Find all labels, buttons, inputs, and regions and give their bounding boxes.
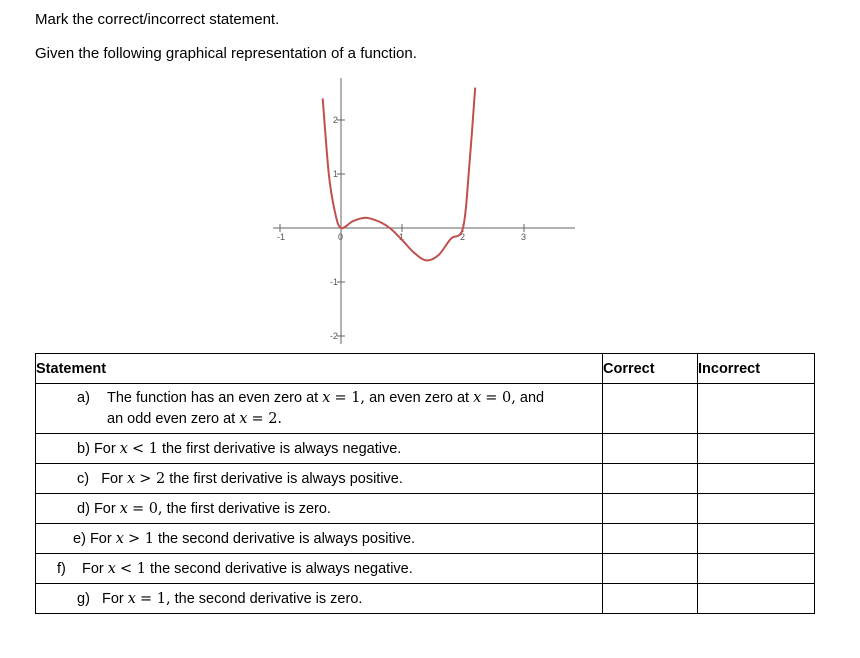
math-expr: = 0, [131, 500, 163, 517]
correct-cell-d[interactable] [603, 494, 698, 524]
statement-label: e) [73, 530, 86, 547]
math-expr: > 2 [139, 470, 166, 487]
statement-text: the second derivative is always negative. [150, 560, 413, 577]
table-row-f [36, 554, 815, 584]
math-var: x [239, 410, 248, 427]
statement-d [36, 494, 603, 524]
x-tick-label: 2 [460, 232, 466, 242]
statement-text: an even zero at [369, 389, 470, 406]
y-tick-label: 2 [333, 115, 339, 125]
correct-cell-g[interactable] [603, 584, 698, 614]
instruction-text: Mark the correct/incorrect statement. [35, 11, 280, 28]
statement-e [36, 524, 603, 554]
graph-svg [273, 72, 578, 350]
table-row-g [36, 584, 815, 614]
statement-table [35, 353, 815, 614]
math-expr: = 0, [485, 389, 516, 406]
statement-label: a) [77, 389, 90, 406]
math-var: x [126, 470, 136, 487]
math-var: x [115, 530, 124, 547]
table-row-b [36, 434, 815, 464]
x-tick-label: -1 [277, 232, 286, 242]
statement-text: the second derivative is zero. [174, 590, 363, 607]
prompt-text: Given the following graphical representation of a function. [35, 45, 417, 62]
statement-text: For [93, 440, 116, 457]
statement-c [36, 464, 603, 494]
statement-text: the first derivative is always positive. [169, 470, 403, 487]
table-row-a [36, 384, 815, 434]
statement-text: For [101, 470, 123, 487]
function-graph [273, 72, 578, 350]
math-var: x [119, 500, 128, 517]
math-var: x [322, 389, 331, 406]
statement-label: b) [77, 440, 90, 457]
table-header-row [36, 354, 815, 384]
correct-cell-f[interactable] [603, 554, 698, 584]
x-tick-label: 3 [521, 232, 527, 242]
math-var: x [119, 440, 128, 457]
statement-f [36, 554, 603, 584]
incorrect-cell-a[interactable] [698, 384, 815, 434]
correct-cell-c[interactable] [603, 464, 698, 494]
statement-g [36, 584, 603, 614]
statement-text: For [93, 500, 116, 517]
table-row-d [36, 494, 815, 524]
y-tick-label: 1 [333, 169, 339, 179]
statement-text: and [519, 389, 545, 406]
statement-text: the first derivative is always negative. [161, 440, 402, 457]
math-expr: = 1, [140, 590, 171, 607]
statement-text: For [81, 560, 104, 577]
correct-cell-b[interactable] [603, 434, 698, 464]
math-expr: < 1 [131, 440, 158, 457]
statement-label: f) [57, 560, 66, 577]
statement-text: The function has an even zero at [107, 389, 319, 406]
math-expr: = 1, [334, 389, 366, 406]
header-statement: Statement [36, 354, 603, 384]
statement-text: For [102, 590, 124, 607]
incorrect-cell-g[interactable] [698, 584, 815, 614]
incorrect-cell-b[interactable] [698, 434, 815, 464]
header-correct: Correct [603, 354, 698, 384]
statement-b [36, 434, 603, 464]
table-row-c [36, 464, 815, 494]
y-tick-label: -1 [330, 277, 339, 287]
table-row-e [36, 524, 815, 554]
y-tick-label: -2 [330, 331, 339, 341]
incorrect-cell-e[interactable] [698, 524, 815, 554]
statement-label: c) [77, 470, 90, 487]
math-expr: < 1 [119, 560, 146, 577]
correct-cell-a[interactable] [603, 384, 698, 434]
incorrect-cell-f[interactable] [698, 554, 815, 584]
statement-label: g) [77, 590, 90, 607]
math-var: x [127, 590, 136, 607]
math-var: x [107, 560, 116, 577]
incorrect-cell-c[interactable] [698, 464, 815, 494]
statement-a [36, 384, 603, 434]
math-var: x [473, 389, 482, 406]
incorrect-cell-d[interactable] [698, 494, 815, 524]
x-tick-label: 0 [338, 232, 344, 242]
statement-text: an odd even zero at [107, 410, 236, 427]
math-expr: > 1 [127, 530, 154, 547]
statement-text: For [89, 530, 112, 547]
math-expr: = 2. [251, 410, 283, 427]
statement-label: d) [77, 500, 90, 517]
statement-text: the first derivative is zero. [166, 500, 331, 517]
statement-text: the second derivative is always positive. [157, 530, 416, 547]
x-tick-label: 1 [399, 232, 405, 242]
correct-cell-e[interactable] [603, 524, 698, 554]
header-incorrect: Incorrect [698, 354, 815, 384]
